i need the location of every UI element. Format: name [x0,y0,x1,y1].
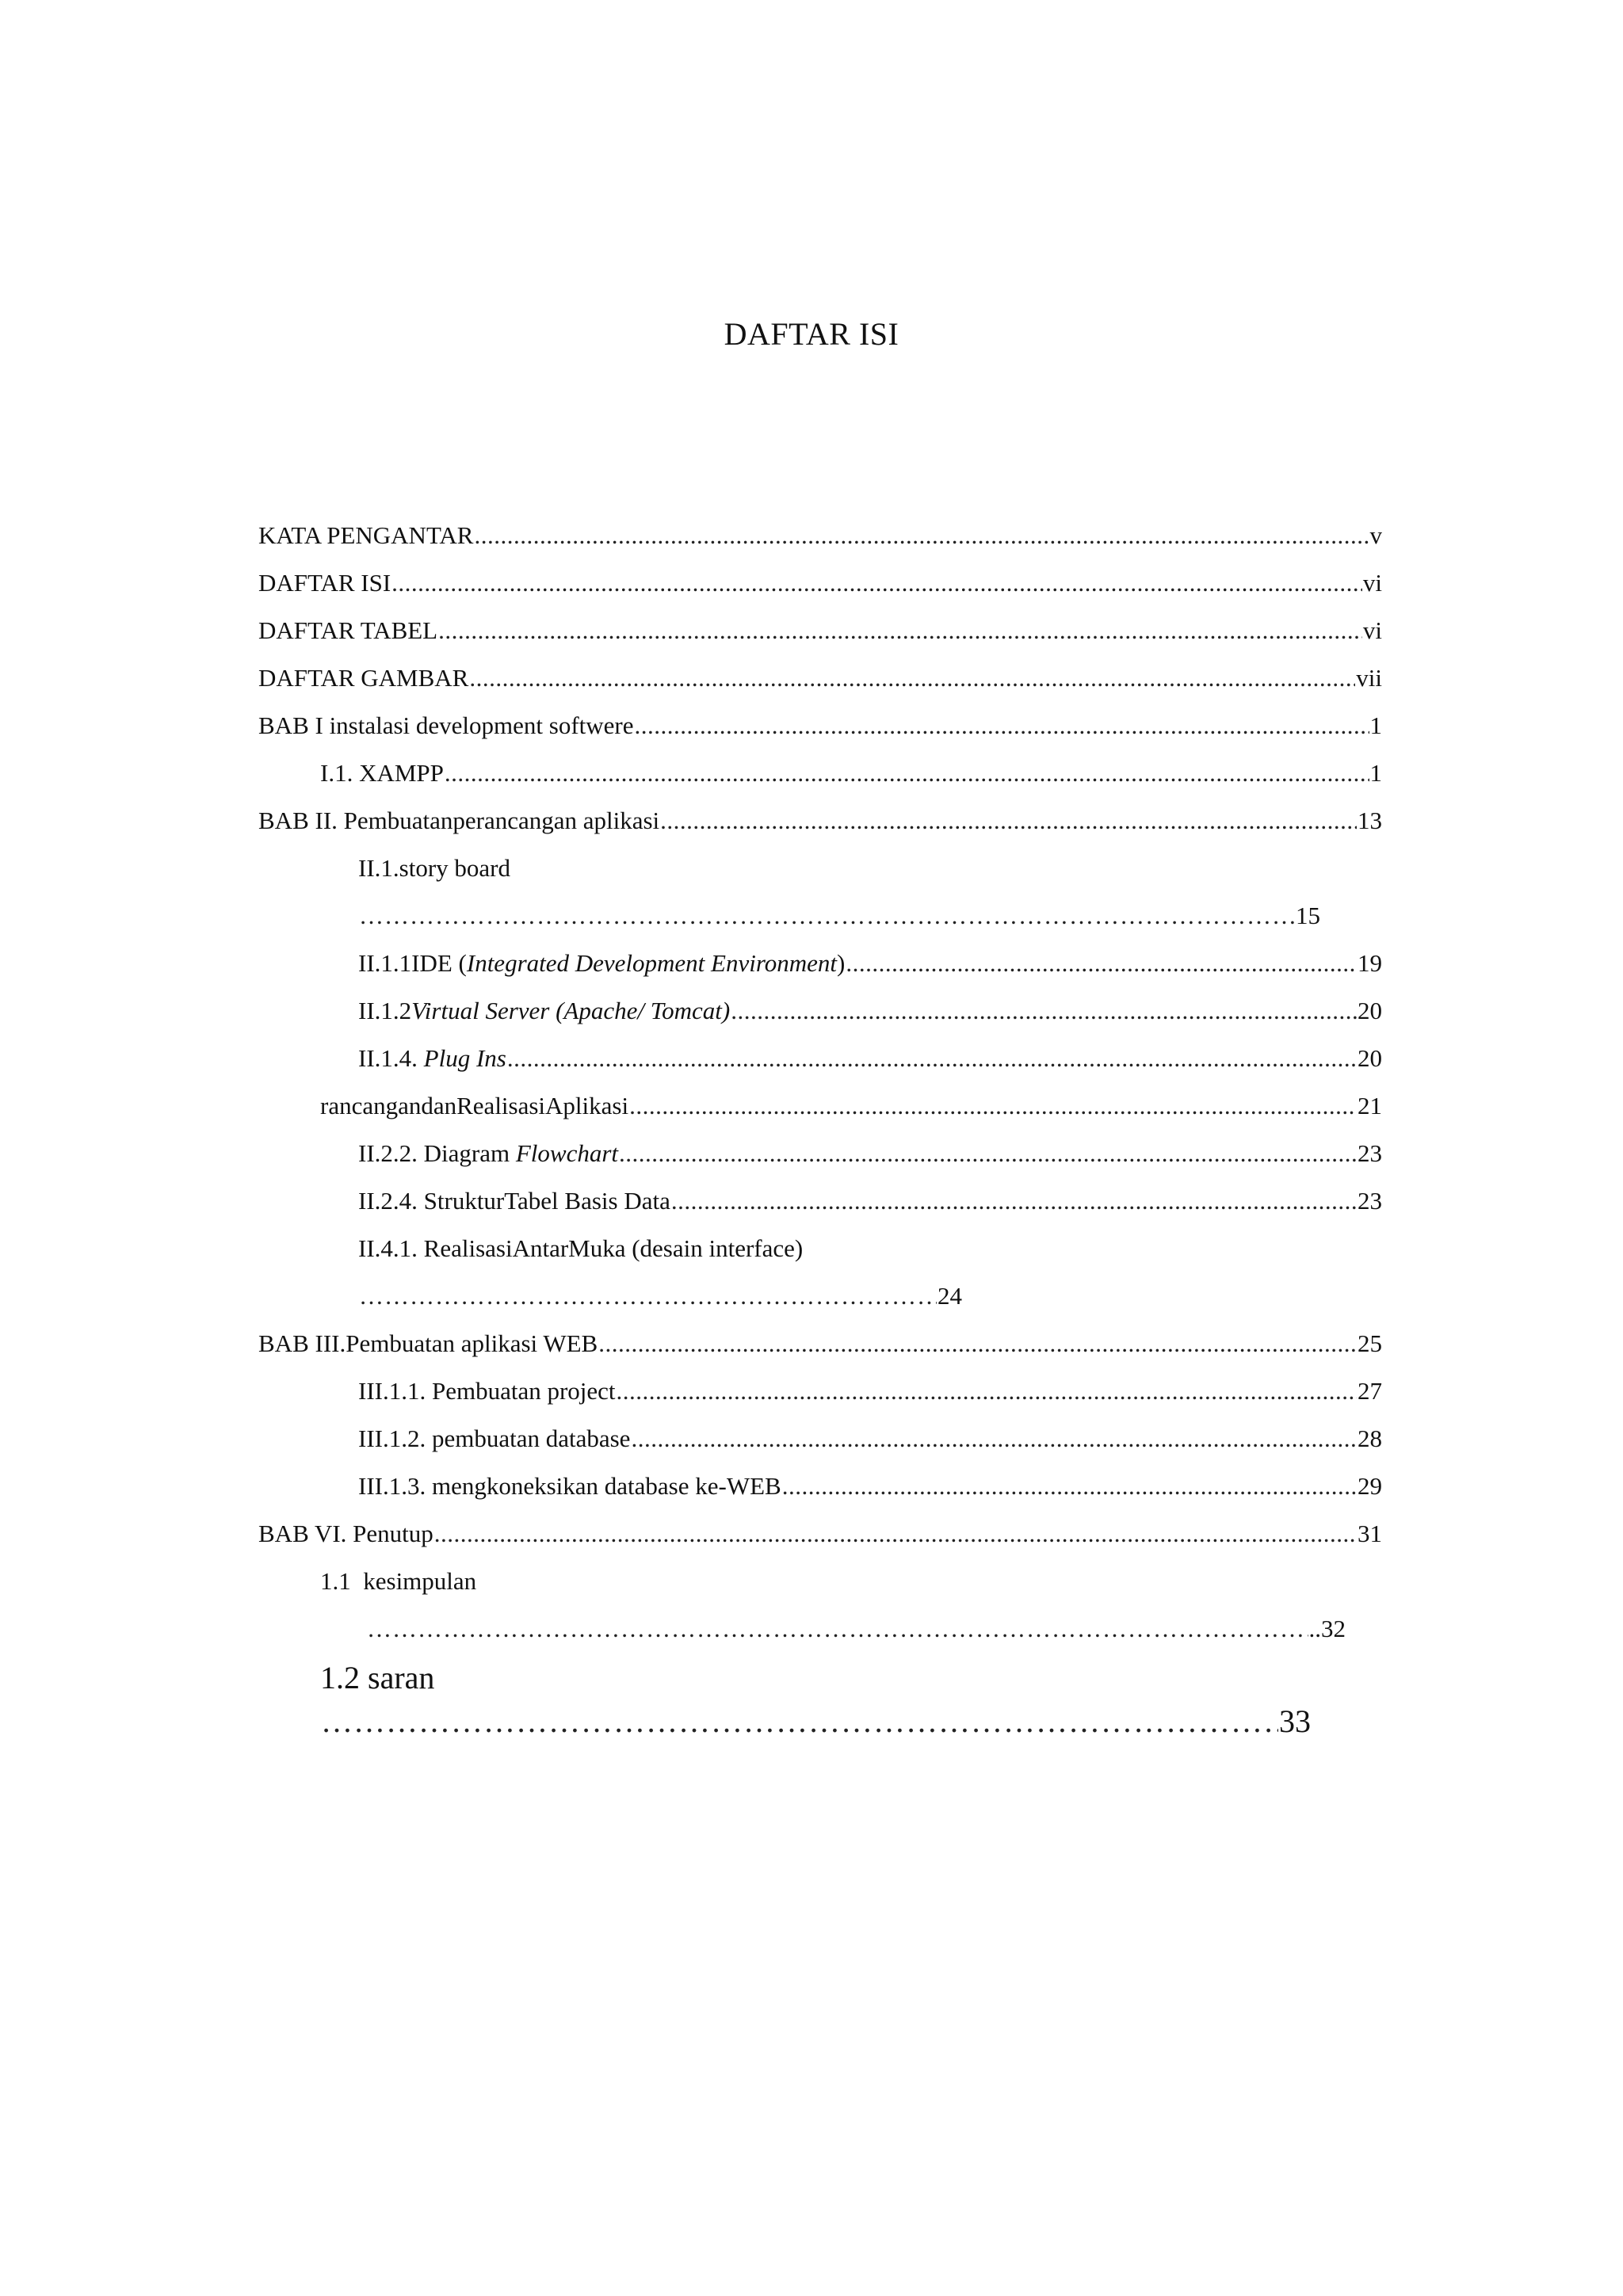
toc-entry-label: II.1.1IDE (Integrated Development Environment) [358,949,846,977]
toc-entry-page: 19 [1358,949,1382,977]
toc-entry [320,756,1382,791]
toc-entry [258,518,1382,553]
toc-entry-page: vi [1362,569,1382,597]
dot-leader [438,613,1362,648]
toc-entry-continuation [358,1279,962,1314]
toc-entry-page: 25 [1358,1329,1382,1357]
toc-entry-label: BAB VI. Penutup [258,1520,433,1547]
toc-entry-label: III.1.3. mengkoneksikan database ke-WEB [358,1472,781,1500]
toc-entry-page: 21 [1358,1092,1382,1119]
toc-entry [258,661,1382,696]
dot-leader [469,661,1355,696]
toc-entry-label: BAB III.Pembuatan aplikasi WEB [258,1329,598,1357]
dot-leader [846,946,1357,981]
dot-leader [359,1279,937,1314]
toc-entry [358,1374,1382,1409]
toc-entry-page: 24 [938,1282,962,1310]
toc-entry [258,803,1382,838]
toc-entry-label: BAB I instalasi development softwere [258,711,634,739]
toc-entry-label: KATA PENGANTAR [258,521,474,549]
toc-entry [320,1656,1382,1700]
toc-entry-page: 23 [1358,1139,1382,1167]
toc-entry-label: I.1. XAMPP [320,759,444,787]
toc-entry [358,1231,1382,1266]
toc-entry-page: 31 [1358,1520,1382,1547]
toc-entry-label: II.2.2. Diagram Flowchart [358,1139,619,1167]
dot-leader [660,803,1357,838]
toc-entry-label: III.1.1. Pembuatan project [358,1377,616,1405]
toc-entry-label: II.1.story board [358,854,510,882]
toc-entry-page: 20 [1358,1044,1382,1072]
toc-entry-page: vii [1356,664,1382,692]
toc-entry-label: DAFTAR ISI [258,569,391,597]
dot-leader [617,1374,1357,1409]
dot-leader [619,1136,1357,1171]
toc-entry [258,1326,1382,1361]
toc-entry-continuation [366,1611,1346,1646]
toc-entry-page: 27 [1358,1377,1382,1405]
toc-entry [358,946,1382,981]
toc-entry-page: 13 [1358,807,1382,834]
toc-entry [358,1041,1382,1076]
toc-entry-page: 15 [1296,902,1320,929]
dot-leader [671,1184,1357,1219]
toc-entry [358,851,1382,886]
dot-leader [474,518,1369,553]
toc-entry [320,1564,1382,1599]
dot-leader [731,994,1357,1028]
toc-entry-page: vi [1362,616,1382,644]
dot-leader [629,1089,1357,1123]
toc-entry [358,994,1382,1028]
toc-entry-label: BAB II. Pembuatanperancangan aplikasi [258,807,660,834]
toc-entry-label: DAFTAR TABEL [258,616,438,644]
toc-entry-page: 33 [1279,1703,1311,1739]
dot-leader [782,1469,1357,1504]
dot-leader [635,708,1369,743]
dot-leader [631,1421,1357,1456]
toc-entry [258,613,1382,648]
toc-entry-label: rancangandanRealisasiAplikasi [320,1092,629,1119]
toc-entry-label: II.1.4. Plug Ins [358,1044,506,1072]
dot-leader [391,566,1362,601]
dot-leader [321,1699,1278,1744]
toc-entry-page: 1 [1369,711,1382,739]
dot-leader [359,898,1295,933]
toc-entry [258,566,1382,601]
toc-entry [258,1516,1382,1551]
toc-entry-page: 23 [1358,1187,1382,1215]
dot-leader [367,1611,1308,1646]
toc-entry-page: ..32 [1308,1615,1346,1642]
toc-entry [358,1184,1382,1219]
toc-entry-page: 20 [1358,997,1382,1024]
toc-entry-label: DAFTAR GAMBAR [258,664,469,692]
toc-entry-continuation [358,898,1320,933]
dot-leader [598,1326,1357,1361]
toc-entry-label: II.4.1. RealisasiAntarMuka (desain interface) [358,1234,804,1262]
toc-entry [358,1421,1382,1456]
toc-entry [358,1136,1382,1171]
toc-entry-page: 29 [1358,1472,1382,1500]
toc-entry [320,1089,1382,1123]
toc-entry-page: 28 [1358,1425,1382,1452]
dot-leader [434,1516,1357,1551]
dot-leader [445,756,1369,791]
toc-entry-label: II.1.2Virtual Server (Apache/ Tomcat) [358,997,731,1024]
toc-entry-continuation [320,1699,1311,1744]
toc-entry-label: 1.2 saran [320,1660,435,1695]
toc-entry [258,708,1382,743]
dot-leader [507,1041,1357,1076]
toc-entry-label: 1.1 kesimpulan [320,1567,477,1595]
toc-entry-page: 1 [1369,759,1382,787]
toc-entry-page: v [1369,521,1382,549]
toc-entry-label: II.2.4. StrukturTabel Basis Data [358,1187,670,1215]
toc-entry [358,1469,1382,1504]
page-title: DAFTAR ISI [724,316,899,352]
toc-entry-label: III.1.2. pembuatan database [358,1425,631,1452]
